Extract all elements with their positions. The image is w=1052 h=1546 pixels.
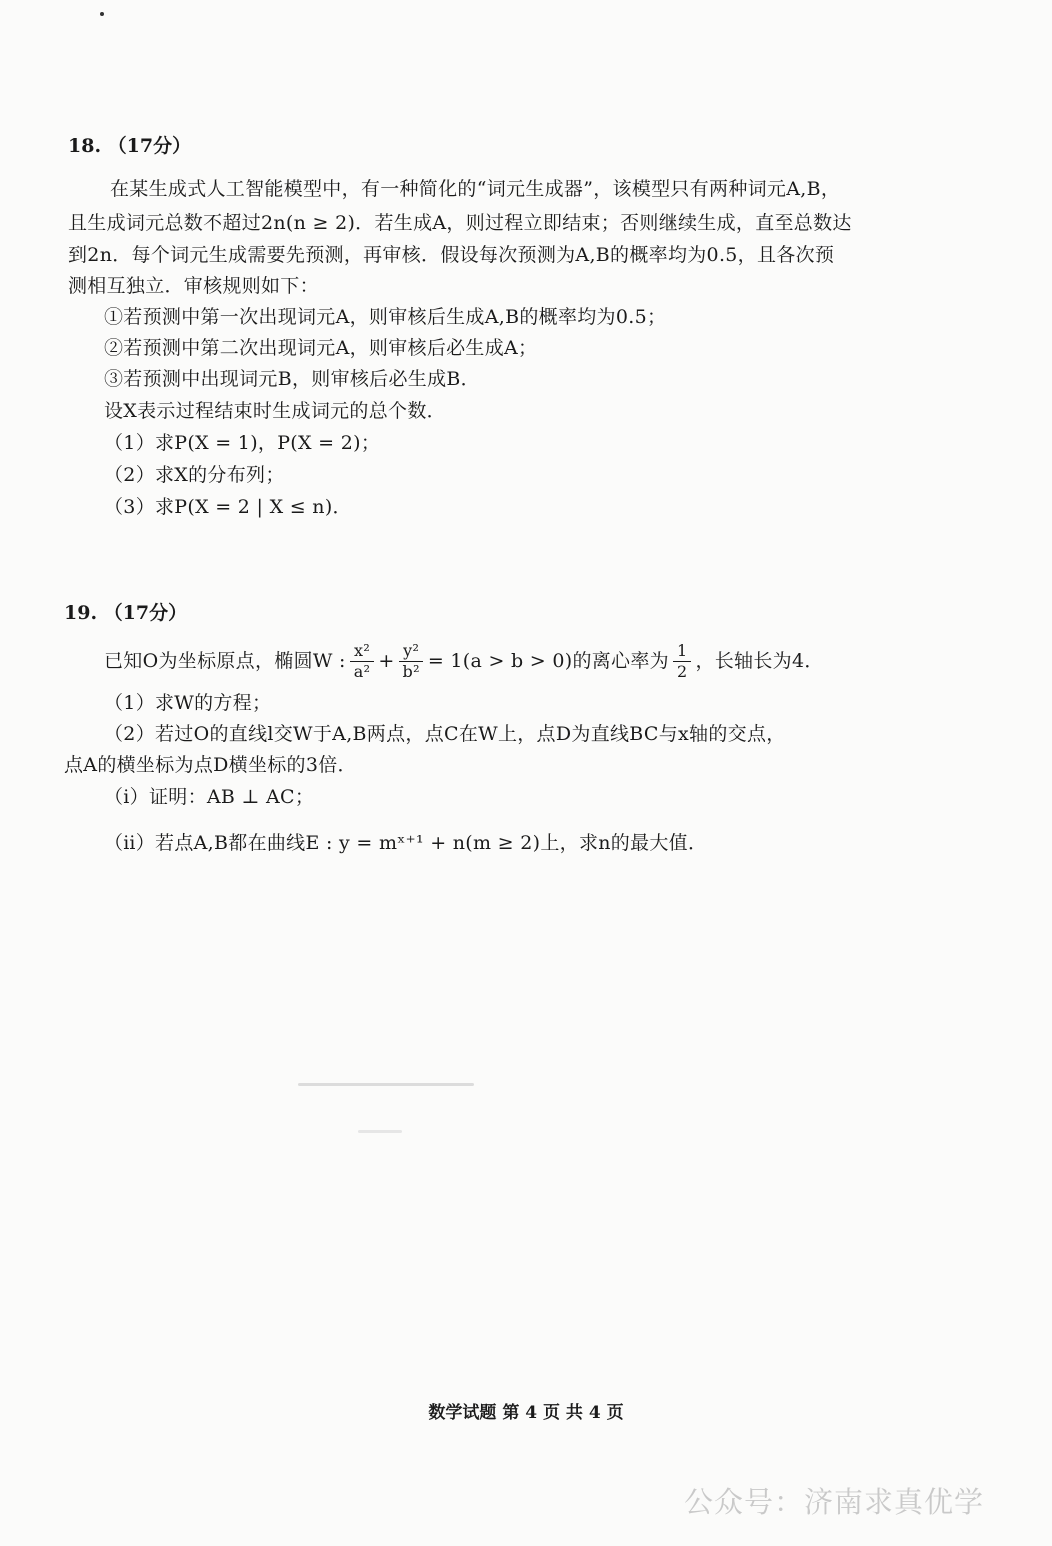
q19-part-2: （2）若过O的直线l交W于A,B两点，点C在W上，点D为直线BC与x轴的交点， <box>104 723 786 745</box>
fraction-x-numerator: x² <box>350 641 374 662</box>
q18-define-x: 设X表示过程结束时生成词元的总个数． <box>104 400 446 422</box>
q18-rule-1: ①若预测中第一次出现词元A，则审核后生成A,B的概率均为0.5； <box>104 306 667 328</box>
fraction-e-numerator: 1 <box>673 641 691 662</box>
q19-part-2-cont: 点A的横坐标为点D横坐标的3倍． <box>64 754 357 776</box>
q19-part-2-ii: （ⅱ）若点A,B都在曲线E : y = mˣ⁺¹ + n(m ≥ 2)上，求n的最大值． <box>104 832 708 854</box>
fraction-y-denominator: b² <box>402 661 420 681</box>
q19-part-1: （1）求W的方程； <box>104 692 272 714</box>
q19-part-2-i: （ⅰ）证明：AB ⊥ AC； <box>104 786 315 808</box>
fraction-x <box>350 641 375 682</box>
q19-intro-mid: = 1(a > b > 0)的离心率为 <box>427 650 669 672</box>
q18-line-2: 且生成词元总数不超过2n(n ≥ 2)．若生成A，则过程立即结束；否则继续生成，直至总数达 <box>68 212 852 234</box>
q18-rule-2: ②若预测中第二次出现词元A，则审核后必生成A； <box>104 337 538 359</box>
fraction-y-numerator: y² <box>399 641 423 662</box>
q18-line-1: 在某生成式人工智能模型中，有一种简化的“词元生成器”，该模型只有两种词元A,B， <box>110 178 841 200</box>
page-footer: 数学试题 第 4 页 共 4 页 <box>428 1403 624 1423</box>
q19-heading: 19. （17分） <box>64 602 188 624</box>
q18-heading: 18. （17分） <box>68 135 192 157</box>
scan-smudge <box>358 1130 402 1133</box>
scan-dot <box>100 12 104 16</box>
q19-intro-text: 已知O为坐标原点，椭圆W : <box>104 650 346 672</box>
fraction-eccentricity <box>673 641 691 682</box>
watermark: 公众号：济南求真优学 <box>683 1485 984 1519</box>
q18-line-3: 到2n．每个词元生成需要先预测，再审核．假设每次预测为A,B的概率均为0.5，且各次预 <box>68 244 835 266</box>
fraction-y <box>399 641 424 682</box>
q19-intro <box>104 634 824 688</box>
q18-line-4: 测相互独立．审核规则如下： <box>68 275 319 297</box>
fraction-x-denominator: a² <box>353 661 371 681</box>
q18-rule-3: ③若预测中出现词元B，则审核后必生成B． <box>104 368 480 390</box>
q18-part-2: （2）求X的分布列； <box>104 464 285 486</box>
q18-part-3: （3）求P(X = 2 | X ≤ n)． <box>104 496 352 518</box>
q19-intro-end: ，长轴长为4． <box>695 650 824 672</box>
plus-sign: + <box>378 650 395 672</box>
scan-smudge <box>298 1083 474 1086</box>
q18-part-1: （1）求P(X = 1)，P(X = 2)； <box>104 432 381 454</box>
fraction-e-denominator: 2 <box>676 661 688 681</box>
